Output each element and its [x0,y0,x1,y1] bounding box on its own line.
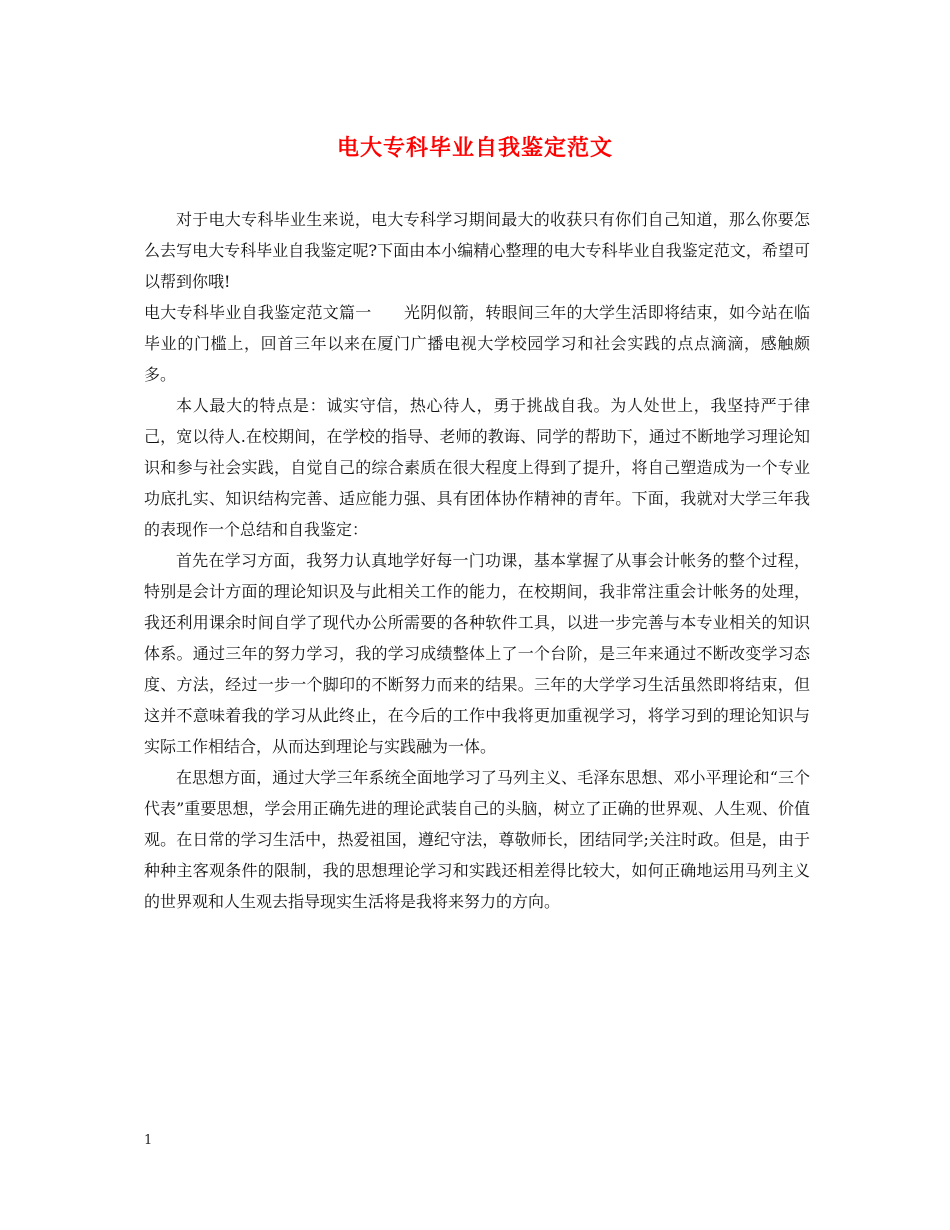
paragraph-characteristics: 本人最大的特点是：诚实守信，热心待人，勇于挑战自我。为人处世上，我坚持严于律己，宽以待人.在校期间，在学校的指导、老师的教诲、同学的帮助下，通过不断地学习理论知识和参与社会实践，自觉自己的综合素质在很大程度上得到了提升，将自己塑造成为一个专业功底扎实、知识结构完善、适应能力强、具有团体协作精神的青年。下面，我就对大学三年我的表现作一个总结和自我鉴定： [144,396,810,539]
paragraph-intro: 对于电大专科毕业生来说，电大专科学习期间最大的收获只有你们自己知道，那么你要怎么去写电大专科毕业自我鉴定呢?下面由本小编精心整理的电大专科毕业自我鉴定范文，希望可以帮到你哦! [144,210,810,291]
document-title: 电大专科毕业自我鉴定范文 [336,135,613,161]
document-body [144,204,810,917]
paragraph-section-one: 电大专科毕业自我鉴定范文篇一 光阴似箭，转眼间三年的大学生活即将结束，如今站在临毕业的门槛上，回首三年以来在厦门广播电视大学校园学习和社会实践的点点滴滴，感触颇多。 [144,303,810,384]
paragraph-thought: 在思想方面，通过大学三年系统全面地学习了马列主义、毛泽东思想、邓小平理论和“三个代表”重要思想，学会用正确先进的理论武装自己的头脑，树立了正确的世界观、人生观、价值观。在日常的学习生活中，热爱祖国，遵纪守法，尊敬师长，团结同学;关注时政。但是，由于种种主客观条件的限制，我的思想理论学习和实践还相差得比较大，如何正确地运用马列主义的世界观和人生观去指导现实生活将是我将来努力的方向。 [144,768,810,911]
page-number: 1 [144,1133,153,1148]
paragraph-study: 首先在学习方面，我努力认真地学好每一门功课，基本掌握了从事会计帐务的整个过程，特别是会计方面的理论知识及与此相关工作的能力，在校期间，我非常注重会计帐务的处理，我还利用课余时间自学了现代办公所需要的各种软件工具，以进一步完善与本专业相关的知识体系。通过三年的努力学习，我的学习成绩整体上了一个台阶，是三年来通过不断改变学习态度、方法，经过一步一个脚印的不断努力而来的结果。三年的大学学习生活虽然即将结束，但这并不意味着我的学习从此终止，在今后的工作中我将更加重视学习，将学习到的理论知识与实际工作相结合，从而达到理论与实践融为一体。 [144,551,810,756]
